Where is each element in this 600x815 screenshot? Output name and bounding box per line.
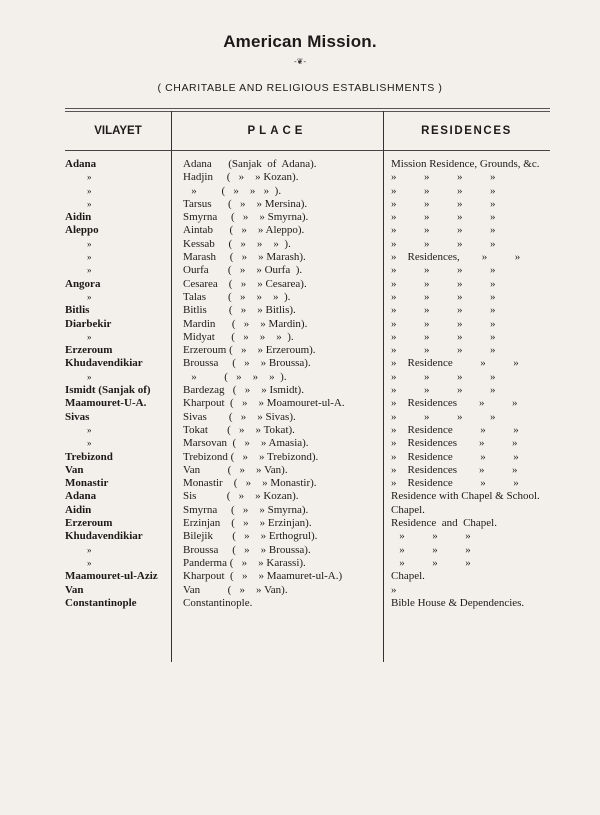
place-cell: Mardin ( » » Mardin). — [183, 317, 308, 330]
residence-cell: » Residence » » — [391, 423, 519, 436]
column-header-residences: RESIDENCES — [421, 125, 512, 137]
place-cell: Kessab ( » » » ). — [183, 237, 291, 250]
vilayet-cell: Khudavendikiar — [65, 357, 143, 370]
residence-cell: » Residences » » — [391, 397, 518, 410]
table-row — [0, 530, 600, 543]
place-cell: Sis ( » » Kozan). — [183, 490, 299, 503]
table-top-rule — [65, 108, 550, 109]
table-row — [0, 384, 600, 397]
vilayet-cell: Sivas — [65, 410, 90, 423]
vilayet-cell: Trebizond — [65, 450, 113, 463]
table-top-rule-inner — [65, 111, 550, 112]
place-cell: » ( » » » ). — [183, 184, 282, 197]
vilayet-cell: » — [87, 291, 92, 302]
vilayet-cell: » — [87, 198, 92, 209]
vilayet-cell: Angora — [65, 277, 101, 290]
table-row — [0, 504, 600, 517]
table-row — [0, 437, 600, 450]
place-cell: Marsovan ( » » Amasia). — [183, 437, 309, 450]
place-cell: Kharpout ( » » Maamuret-ul-A.) — [183, 570, 343, 583]
residence-cell: » Residences » » — [391, 437, 518, 450]
table-body — [0, 158, 600, 610]
table-row — [0, 264, 600, 277]
table-row — [0, 211, 600, 224]
vilayet-cell: Aidin — [65, 211, 92, 224]
vilayet-cell: Adana — [65, 158, 97, 170]
table-row — [0, 344, 600, 357]
residence-cell: » » » » — [391, 264, 496, 277]
page-title: American Mission. — [223, 32, 377, 51]
vilayet-cell: » — [87, 172, 92, 183]
vilayet-cell: Maamouret-ul-Aziz — [65, 570, 158, 583]
residence-cell: » » » — [391, 556, 471, 569]
vilayet-cell: » — [87, 424, 92, 435]
table-row — [0, 304, 600, 317]
vilayet-cell: Erzeroum — [65, 517, 113, 530]
residence-cell: » » » » — [391, 370, 496, 383]
place-cell: Broussa ( » » Broussa). — [183, 543, 311, 556]
place-cell: Cesarea ( » » Cesarea). — [183, 277, 307, 290]
table-row — [0, 185, 600, 198]
residence-cell: Chapel. — [391, 570, 425, 583]
vilayet-cell: » — [87, 544, 92, 555]
table-row — [0, 278, 600, 291]
vilayet-cell: » — [87, 438, 92, 449]
vilayet-cell: Adana — [65, 490, 97, 503]
table-row — [0, 451, 600, 464]
residence-cell: » » » » — [391, 197, 496, 210]
vilayet-cell: » — [87, 238, 92, 249]
title-ornament: -❦- — [293, 57, 307, 66]
residence-cell: » Residences, » » — [391, 251, 521, 264]
residence-cell: Bible House & Dependencies. — [391, 596, 525, 609]
residence-cell: » — [391, 583, 397, 596]
place-cell: Monastir ( » » Monastir). — [183, 477, 317, 490]
residence-cell: » Residences » » — [391, 463, 518, 476]
column-header-vilayet: VILAYET — [94, 125, 142, 137]
place-cell: Sivas ( » » Sivas). — [183, 410, 296, 423]
vilayet-cell: Ismidt (Sanjak of) — [65, 384, 151, 397]
table-row — [0, 371, 600, 384]
vilayet-cell: Van — [65, 463, 84, 476]
column-header-place: PLACE — [247, 125, 307, 137]
vilayet-cell: Aleppo — [65, 224, 99, 237]
place-cell: Smyrna ( » » Smyrna). — [183, 211, 309, 224]
table-row — [0, 411, 600, 424]
table-row — [0, 331, 600, 344]
place-cell: Van ( » » Van). — [183, 583, 288, 596]
vilayet-cell: Khudavendikiar — [65, 530, 143, 543]
table-row — [0, 477, 600, 490]
place-cell: Kharpout ( » » Moamouret-ul-A. — [183, 397, 345, 410]
residence-cell: » » » » — [391, 410, 496, 423]
vilayet-cell: Erzeroum — [65, 344, 113, 357]
residence-cell: Residence with Chapel & School. — [391, 490, 540, 503]
residence-cell: » Residence » » — [391, 450, 519, 463]
table-row — [0, 464, 600, 477]
residence-cell: » » » » — [391, 171, 496, 184]
residence-cell: » » » — [391, 543, 471, 556]
place-cell: Constantinople. — [183, 596, 253, 609]
table-row — [0, 158, 600, 171]
residence-cell: » » » » — [391, 330, 496, 343]
table-row — [0, 597, 600, 610]
vilayet-cell: » — [87, 557, 92, 568]
table-row — [0, 557, 600, 570]
place-cell: Bilejik ( » » Erthogrul). — [183, 530, 318, 543]
residence-cell: » » » » — [391, 277, 496, 290]
table-row — [0, 251, 600, 264]
residence-cell: » » » » — [391, 211, 496, 224]
table-row — [0, 357, 600, 370]
vilayet-cell: » — [87, 185, 92, 196]
place-cell: Smyrna ( » » Smyrna). — [183, 503, 309, 516]
residence-cell: » » » » — [391, 237, 496, 250]
place-cell: Broussa ( » » Broussa). — [183, 357, 311, 370]
table-row — [0, 517, 600, 530]
vilayet-cell: Bitlis — [65, 304, 90, 317]
residence-cell: » » » » — [391, 317, 496, 330]
table-row — [0, 584, 600, 597]
place-cell: Bardezag ( » » Ismidt). — [183, 384, 304, 397]
vilayet-cell: Van — [65, 583, 84, 596]
place-cell: Adana (Sanjak of Adana). — [183, 158, 317, 170]
table-row — [0, 171, 600, 184]
table-row — [0, 424, 600, 437]
place-cell: Ourfa ( » » Ourfa ). — [183, 264, 303, 277]
residence-cell: » » » » — [391, 224, 496, 237]
table-row — [0, 318, 600, 331]
residence-cell: Chapel. — [391, 503, 425, 516]
residence-cell: » » » — [391, 530, 471, 543]
table-row — [0, 544, 600, 557]
table-row — [0, 224, 600, 237]
residence-cell: » » » » — [391, 304, 496, 317]
residence-cell: » » » » — [391, 184, 496, 197]
page-subtitle: ( CHARITABLE AND RELIGIOUS ESTABLISHMENTS ) — [157, 82, 443, 94]
vilayet-cell: » — [87, 265, 92, 276]
residence-cell: » » » » — [391, 290, 496, 303]
residence-cell: » » » » — [391, 344, 496, 357]
place-cell: Panderma ( » » Karassi). — [183, 556, 306, 569]
table-row — [0, 570, 600, 583]
place-cell: Talas ( » » » ). — [183, 290, 291, 303]
place-cell: Bitlis ( » » Bitlis). — [183, 304, 296, 317]
table-row — [0, 291, 600, 304]
vilayet-cell: » — [87, 252, 92, 263]
place-cell: Hadjin ( » » Kozan). — [183, 171, 299, 184]
vilayet-cell: Monastir — [65, 477, 109, 490]
vilayet-cell: Constantinople — [65, 596, 137, 609]
vilayet-cell: » — [87, 331, 92, 342]
table-row — [0, 397, 600, 410]
residence-cell: » Residence » » — [391, 477, 519, 490]
place-cell: Erzinjan ( » » Erzinjan). — [183, 517, 312, 530]
place-cell: Erzeroum ( » » Erzeroum). — [183, 344, 316, 357]
place-cell: » ( » » » ). — [183, 370, 287, 383]
residence-cell: » Residence » » — [391, 357, 519, 370]
header-bottom-rule — [65, 150, 550, 151]
vilayet-cell: » — [87, 371, 92, 382]
residence-cell: Residence and Chapel. — [391, 517, 497, 530]
place-cell: Tokat ( » » Tokat). — [183, 423, 295, 436]
table-row — [0, 238, 600, 251]
vilayet-cell: Maamouret-U-A. — [65, 397, 147, 410]
place-cell: Tarsus ( » » Mersina). — [183, 197, 308, 210]
place-cell: Midyat ( » » » ). — [183, 330, 294, 343]
table-row — [0, 490, 600, 503]
residence-cell: Mission Residence, Grounds, &c. — [391, 158, 540, 170]
place-cell: Trebizond ( » » Trebizond). — [183, 450, 319, 463]
vilayet-cell: Aidin — [65, 503, 92, 516]
place-cell: Van ( » » Van). — [183, 463, 288, 476]
residence-cell: » » » » — [391, 384, 496, 397]
place-cell: Marash ( » » Marash). — [183, 251, 306, 264]
table-row — [0, 198, 600, 211]
place-cell: Aintab ( » » Aleppo). — [183, 224, 305, 237]
vilayet-cell: Diarbekir — [65, 317, 112, 330]
